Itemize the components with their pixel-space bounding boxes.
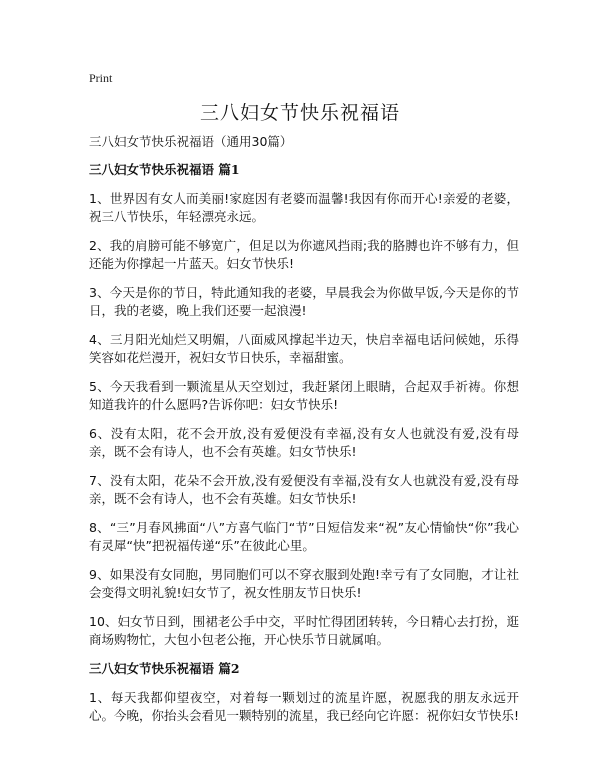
- article-body: [89, 133, 519, 736]
- paragraph: 10、妇女节日到，围裙老公手中交，平时忙得团团转转，今日精心去打扮，逛商场购物忙，大包小包老公拖，开心快乐节日就属咱。: [89, 614, 519, 647]
- section-heading: 三八妇女节快乐祝福语 篇1: [89, 162, 240, 177]
- paragraph: 7、没有太阳，花朵不会开放,没有爱便没有幸福,没有女人也就没有爱,没有母亲，既不会有诗人，也不会有英雄。妇女节快乐!: [89, 473, 519, 506]
- print-link[interactable]: Print: [89, 71, 113, 85]
- section-1: [89, 161, 519, 649]
- paragraph: 6、没有太阳，花不会开放,没有爱便没有幸福,没有女人也就没有爱,没有母亲，既不会有诗人，也不会有英雄。妇女节快乐!: [89, 426, 519, 459]
- article-subtitle: 三八妇女节快乐祝福语（通用30篇）: [89, 134, 293, 149]
- paragraph: 8、“三”月春风拂面“八”方喜气临门“节”日短信发来“祝”友心情愉快“你”我心有灵犀“快”把祝福传递“乐”在彼此心里。: [89, 520, 519, 553]
- paragraph: 2、我的肩膀可能不够宽广，但足以为你遮风挡雨;我的胳膊也许不够有力，但还能为你撑起一片蓝天。妇女节快乐!: [89, 238, 519, 271]
- paragraph: 3、今天是你的节日，特此通知我的老婆，早晨我会为你做早饭,今天是你的节日，我的老婆，晚上我们还要一起浪漫!: [89, 285, 519, 318]
- section-2: [89, 660, 519, 725]
- section-heading: 三八妇女节快乐祝福语 篇2: [89, 661, 240, 676]
- paragraph: 9、如果没有女同胞，男同胞们可以不穿衣服到处跑!幸亏有了女同胞，才让社会变得文明礼貌!妇女节了，祝女性朋友节日快乐!: [89, 567, 519, 600]
- page-title: 三八妇女节快乐祝福语: [199, 102, 400, 124]
- paragraph: 5、今天我看到一颗流星从天空划过，我赶紧闭上眼睛，合起双手祈祷。你想知道我许的什么愿吗?告诉你吧：妇女节快乐!: [89, 379, 519, 412]
- paragraph: 4、三月阳光灿烂又明媚，八面威风撑起半边天，快启幸福电话问候她，乐得笑容如花烂漫开，祝妇女节日快乐，幸福甜蜜。: [89, 332, 519, 365]
- paragraph: 1、世界因有女人而美丽!家庭因有老婆而温馨!我因有你而开心!亲爱的老婆，祝三八节快乐，年轻漂亮永远。: [89, 191, 519, 224]
- paragraph: 1、每天我都仰望夜空，对着每一颗划过的流星许愿，祝愿我的朋友永远开心。今晚，你抬头会看见一颗特别的流星，我已经向它许愿：祝你妇女节快乐!: [89, 690, 520, 723]
